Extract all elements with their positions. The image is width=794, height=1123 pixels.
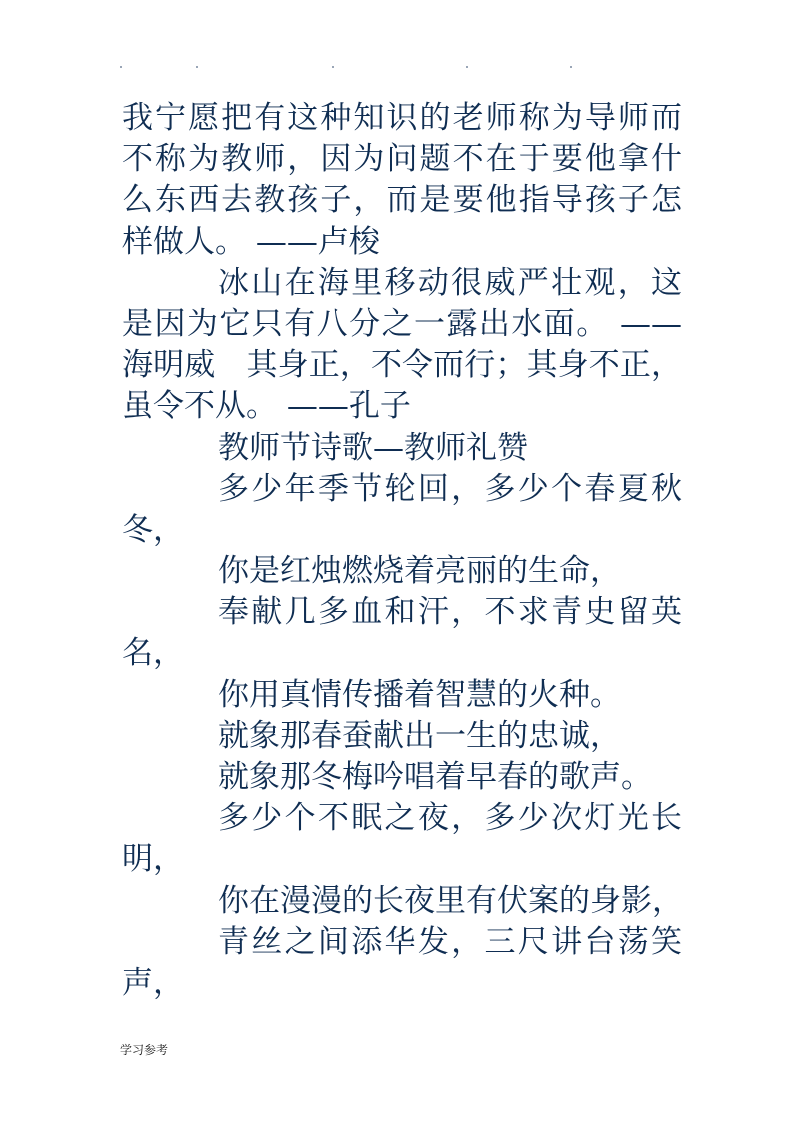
text-line: 海明威 其身正，不令而行；其身不正， [122,347,682,384]
poem-line: 你用真情传播着智慧的火种。 [218,676,621,713]
text-line: 冰山在海里移动很威严壮观，这 [218,264,682,301]
poem-line: 奉献几多血和汗，不求青史留英 [218,594,682,631]
poem-line: 就象那冬梅吟唱着早春的歌声。 [218,759,652,795]
text-line: 是因为它只有八分之一露出水面。 —— [122,305,682,342]
poem-line: 你在漫漫的长夜里有伏案的身影， [218,882,683,919]
poem-line: 明， [122,841,184,878]
poem-line: 青丝之间添华发，三尺讲台荡笑 [218,923,682,960]
poem-line: 就象那春蚕献出一生的忠诚， [218,717,621,754]
text-line: 样做人。 ——卢梭 [122,223,380,260]
poem-line: 多少个不眠之夜，多少次灯光长 [218,800,682,837]
poem-title: 教师节诗歌—教师礼赞 [218,429,528,466]
text-line: 我宁愿把有这种知识的老师称为导师而 [122,100,682,136]
poem-line: 冬， [122,511,184,548]
poem-line: 名， [122,635,184,672]
poem-line: 多少年季节轮回，多少个春夏秋 [218,470,682,507]
poem-line: 你是红烛燃烧着亮丽的生命， [218,553,621,590]
footer-label: 学习参考 [120,1043,169,1057]
text-line: 不称为教师，因为问题不在于要他拿什 [122,141,682,178]
page-body [122,98,682,1004]
text-line: 虽令不从。 ——孔子 [122,388,411,425]
header-dots [120,66,580,72]
text-line: 么东西去教孩子，而是要他指导孩子怎 [122,182,682,219]
poem-line: 声， [122,964,184,1001]
